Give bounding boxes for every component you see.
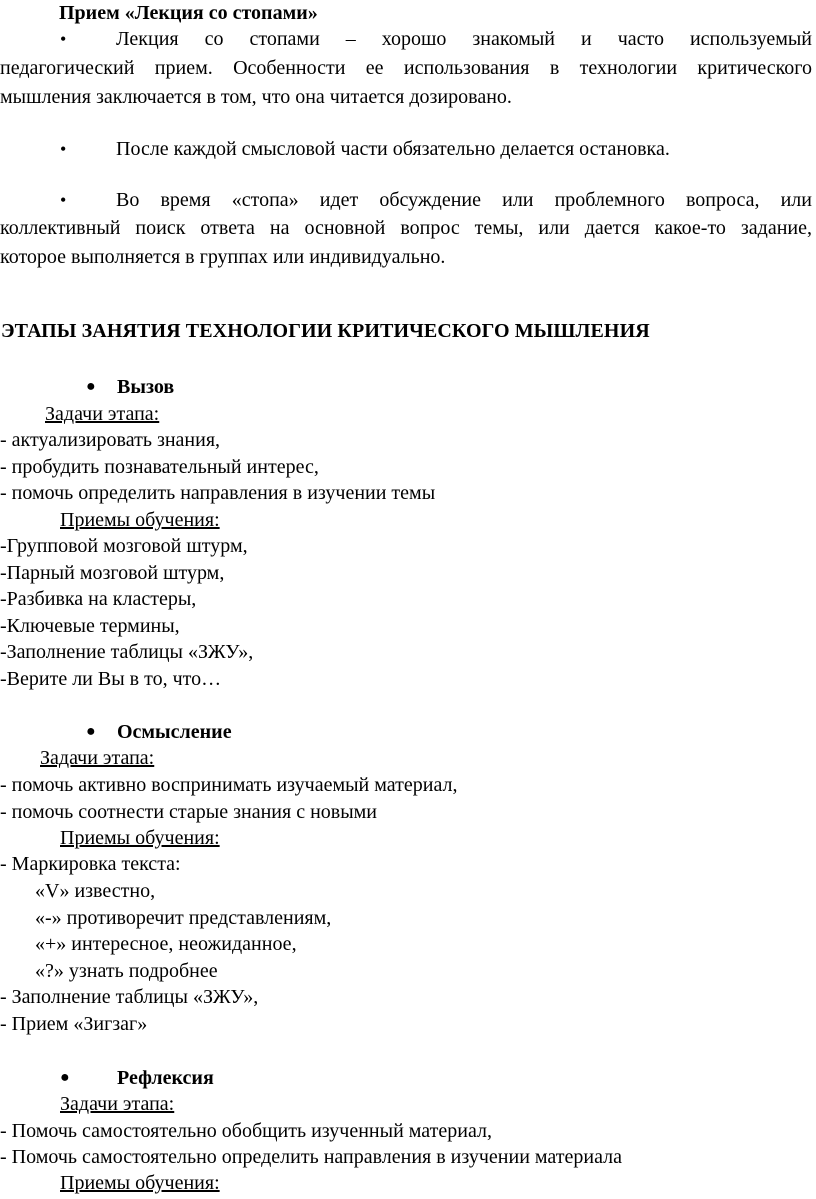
stage3-name: Рефлексия	[117, 1067, 214, 1089]
stage3-task: - Помочь самостоятельно определить направления в изучении материала	[0, 1146, 623, 1168]
stage3-tasks-label: Задачи этапа:	[60, 1093, 175, 1115]
stage2-task: - помочь соотнести старые знания с новыми	[0, 801, 378, 823]
stage2-method: - Заполнение таблицы «ЗЖУ»,	[0, 986, 259, 1008]
stage2-task: - помочь активно воспринимать изучаемый материал,	[0, 774, 458, 796]
stage2-method: «?» узнать подробнее	[35, 960, 218, 982]
stage1-method: -Ключевые термины,	[0, 615, 180, 637]
bullet-icon: •	[60, 139, 67, 159]
stage2-tasks-label: Задачи этапа:	[40, 747, 155, 769]
intro-bullet1-line3: мышления заключается в том, что она читается дозировано.	[0, 86, 512, 108]
intro-bullet1-line2: педагогический прием. Особенности ее использования в технологии критического	[0, 57, 812, 79]
stage1-method: -Групповой мозговой штурм,	[0, 535, 248, 557]
bullet-icon: ●	[60, 1069, 70, 1086]
stage2-methods-label: Приемы обучения:	[60, 827, 220, 849]
intro-bullet2: После каждой смысловой части обязательно делается остановка.	[116, 138, 670, 160]
stage1-method: -Заполнение таблицы «ЗЖУ»,	[0, 641, 254, 663]
section-heading: ЭТАПЫ ЗАНЯТИЯ ТЕХНОЛОГИИ КРИТИЧЕСКОГО МЫШЛЕНИЯ	[1, 320, 650, 342]
intro-bullet3-line1: Во время «стопа» идет обсуждение или проблемного вопроса, или	[116, 189, 812, 211]
stage1-task: - помочь определить направления в изучении темы	[0, 482, 436, 504]
stage1-task: - пробудить познавательный интерес,	[0, 456, 319, 478]
stage1-tasks-label: Задачи этапа:	[45, 403, 160, 425]
bullet-icon: •	[60, 29, 67, 49]
intro-bullet3-line2: коллективный поиск ответа на основной вопрос темы, или дается какое-то задание,	[0, 217, 812, 239]
stage1-name: Вызов	[117, 376, 175, 398]
stage3-task: - Помочь самостоятельно обобщить изученный материал,	[0, 1120, 493, 1142]
intro-bullet3-line3: которое выполняется в группах или индивидуально.	[0, 246, 446, 268]
stage2-name: Осмысление	[117, 721, 232, 743]
stage1-methods-label: Приемы обучения:	[60, 509, 220, 531]
bullet-icon: ●	[86, 723, 96, 740]
stage1-task: - актуализировать знания,	[0, 429, 221, 451]
intro-title: Прием «Лекция со стопами»	[59, 2, 318, 24]
bullet-icon: •	[60, 190, 67, 210]
intro-bullet1-line1: Лекция со стопами – хорошо знакомый и часто используемый	[116, 28, 812, 50]
stage3-methods-label: Приемы обучения:	[60, 1172, 220, 1194]
stage1-method: -Верите ли Вы в то, что…	[0, 668, 222, 690]
stage1-method: -Парный мозговой штурм,	[0, 562, 225, 584]
bullet-icon: ●	[86, 378, 96, 395]
stage2-method: «V» известно,	[35, 880, 156, 902]
stage2-method: - Маркировка текста:	[0, 853, 181, 875]
stage2-method: «+» интересное, неожиданное,	[35, 933, 297, 955]
stage2-method: «-» противоречит представлениям,	[35, 907, 332, 929]
stage1-method: -Разбивка на кластеры,	[0, 588, 197, 610]
stage2-method: - Прием «Зигзаг»	[0, 1013, 148, 1035]
